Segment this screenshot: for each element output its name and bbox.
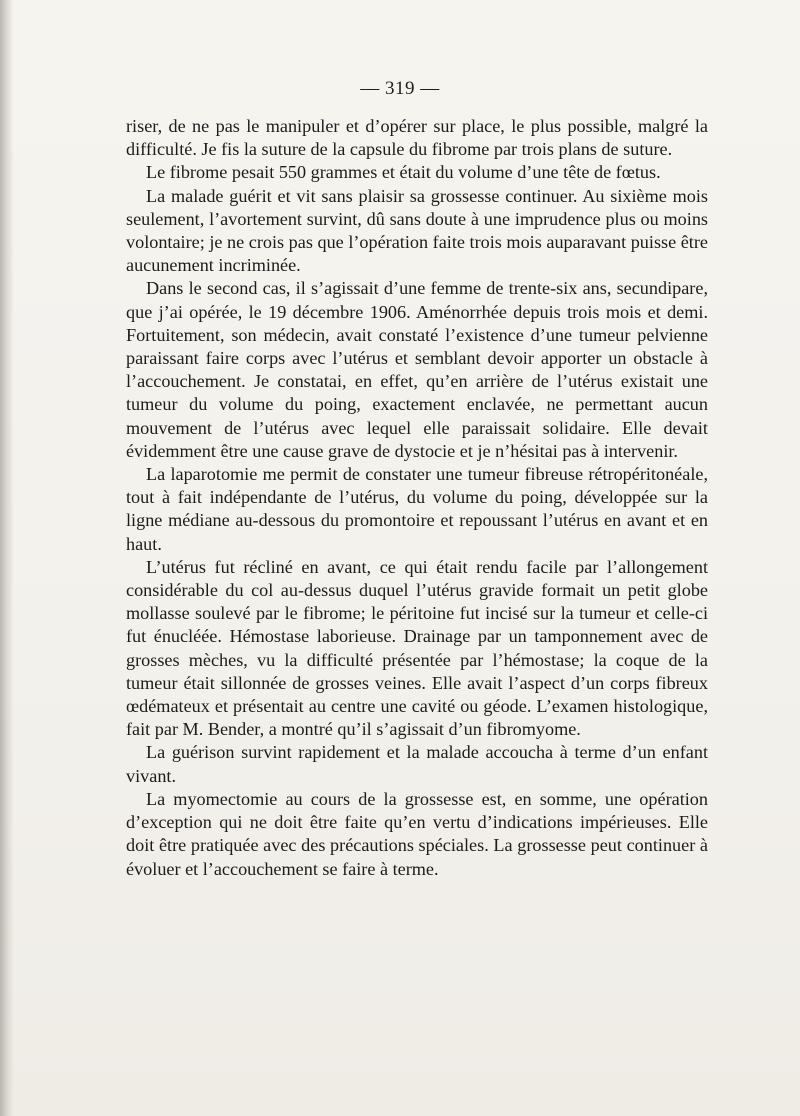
paragraph: Dans le second cas, il s’agissait d’une femme de trente-six ans, secundipare, que j’ai opérée, le 19 décembre 1906. Aménorrhée depuis trois mois et demi. Fortuitement, son médecin, avait constaté l’existence d’une tumeur pelvienne paraissant faire corps avec l’utérus et semblant devoir apporter un obstacle à l’accouchement. Je constatai, en effet, qu’en arrière de l’utérus existait une tumeur du volume du poing, exactement enclavée, ne permettant aucun mouvement de l’utérus avec lequel elle paraissait solidaire. Elle devait évidemment être une cause grave de dystocie et je n’hésitai pas à intervenir.: [126, 278, 708, 461]
paragraph: L’utérus fut récliné en avant, ce qui était rendu facile par l’allongement considérable du col au-dessus duquel l’utérus gravide formait un petit globe mollasse soulevé par le fibrome; le péritoine fut incisé sur la tumeur et celle-ci fut énucléée. Hémostase laborieuse. Drainage par un tamponnement avec de grosses mèches, vu la difficulté présentée par l’hémostase; la coque de la tumeur était sillonnée de grosses veines. Elle avait l’aspect d’un corps fibreux œdémateux et présentait au centre une cavité ou géode. L’examen histologique, fait par M. Bender, a montré qu’il s’agissait d’un fibromyome.: [126, 556, 708, 740]
paragraph: La myomectomie au cours de la grossesse est, en somme, une opération d’exception qui ne doit être faite qu’en vertu d’indications impérieuses. Elle doit être pratiquée avec des précautions spéciales. La grossesse peut continuer à évoluer et l’accouchement se faire à terme.: [126, 788, 708, 879]
paragraph: riser, de ne pas le manipuler et d’opérer sur place, le plus possible, malgré la difficulté. Je fis la suture de la capsule du fibrome par trois plans de suture.: [126, 116, 708, 160]
paragraph: Le fibrome pesait 550 grammes et était du volume d’une tête de fœtus.: [146, 162, 661, 183]
page-number: — 319 —: [360, 78, 440, 99]
binding-shadow: [0, 0, 14, 1116]
paragraph: La laparotomie me permit de constater une tumeur fibreuse rétropéritonéale, tout à fait indépendante de l’utérus, du volume du poing, développée sur la ligne médiane au-dessous du promontoire et repoussant l’utérus en avant et en haut.: [126, 464, 708, 554]
body-text: [126, 115, 708, 881]
paragraph: La guérison survint rapidement et la malade accoucha à terme d’un enfant vivant.: [126, 742, 708, 786]
paragraph: La malade guérit et vit sans plaisir sa grossesse continuer. Au sixième mois seulement, l’avortement survint, dû sans doute à une imprudence plus ou moins volontaire; je ne crois pas que l’opération faite trois mois auparavant puisse être aucunement incriminée.: [126, 185, 708, 276]
